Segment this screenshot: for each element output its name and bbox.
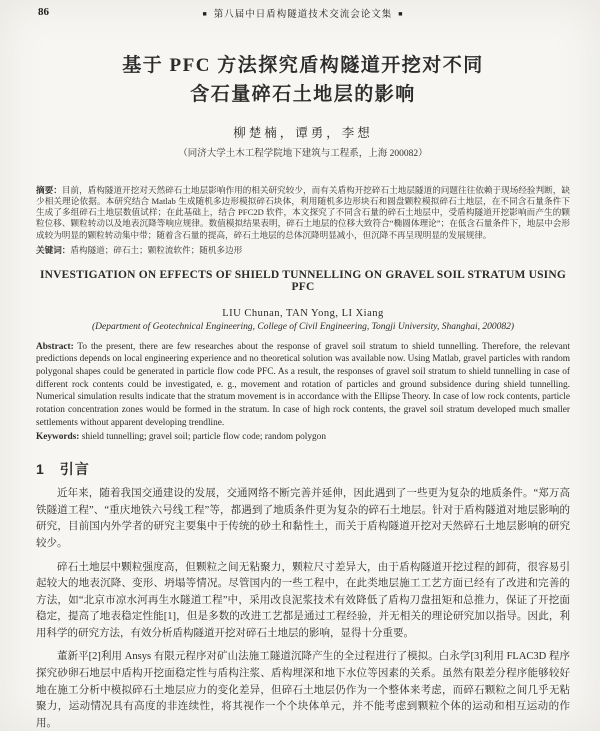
proceedings-title: 第八届中日盾构隧道技术交流会论文集 <box>213 10 393 20</box>
body-paragraph: 碎石土地层中颗粒强度高，但颗粒之间无粘聚力，颗粒尺寸差异大，由于盾构隧道开挖过程的卸荷，很容易引起较大的地表沉降、变形、坍塌等情况。尽管国内的一些工程中，在此类地层施工工艺方面已经有了改进和完善的方法，如“北京市凉水河再生水隧道工程”中，采用改良泥浆技术有效降低了盾构刀盘扭矩和总推力，保证了开挖面稳定，提高了地表稳定性能[1]，但是多数的改进工艺都是通过工程经验，并无相关的理论研究加以指导。因此，利用科学的研究方法，有效分析盾构隧道开挖对碎石土地层的影响，显得十分重要。 <box>36 561 570 639</box>
affiliation-en: (Department of Geotechnical Engineering, College of Civil Engineering, Tongji University, Shanghai, 200082) <box>91 321 515 332</box>
abstract-label-en: Abstract: <box>36 341 74 352</box>
keywords-label-cn: 关键词： <box>36 244 71 255</box>
page-header <box>36 6 570 21</box>
keywords-cn <box>36 244 570 256</box>
section-heading-introduction: 1 引言 <box>36 461 90 478</box>
abstract-en <box>36 341 570 429</box>
header-marker-left-icon: ■ <box>202 10 208 18</box>
paper-title-en: INVESTIGATION ON EFFECTS OF SHIELD TUNNELLING ON GRAVEL SOIL STRATUM USING PFC <box>39 268 567 293</box>
keywords-text-cn: 盾构隧道；碎石土；颗粒流软件；随机多边形 <box>70 244 243 255</box>
abstract-text-cn: 目前，盾构隧道开挖对天然碎石土地层影响作用的相关研究较少，而有关盾构开挖碎石土地层隧道的问题往往依赖于现场经验判断，缺少相关理论依据。本研究结合 Matlab 生成随机多边形模拟碎石块体，利用随机多边形块石和圆盘颗粒模拟碎石土地层，在不同含石量条件下生成了多组碎石土地层数值试样；在此基础上，结合 PFC2D 软件，本文探究了不同含石量的碎石土地层中，受盾构隧道开挖影响而产生的颗粒位移、颗粒转动以及地表沉降等响应规律。数值模拟结果表明，碎石土地层的位移大致符合“椭圆体理论”；在低含石量条件下，地层中会形成较为明显的颗粒转动集中带；随着含石量的提高，碎石土地层的总体沉降明显减小，但沉降不再呈现明显的发展规律。 <box>36 184 570 240</box>
paper-title-cn <box>36 51 570 110</box>
body-paragraph: 近年来，随着我国交通建设的发展，交通网络不断完善并延伸，因此遇到了一些更为复杂的地质条件。“郑万高铁隧道工程”、“重庆地铁六号线工程”等，都遇到了地质条件更为复杂的碎石土地层。针对于盾构隧道对地层影响的研究，目前国内外学者的研究主要集中于传统的砂土和黏性土，而关于盾构隧道开挖对天然碎石土地层影响的研究较少。 <box>36 488 570 549</box>
page-number: 86 <box>38 6 49 18</box>
keywords-en <box>36 432 570 442</box>
keywords-text-en: shield tunnelling; gravel soil; particle flow code; random polygon <box>81 432 326 443</box>
abstract-cn <box>36 185 570 241</box>
body-paragraph: 董新平[2]利用 Ansys 有限元程序对矿山法施工隧道沉降产生的全过程进行了模拟。白永学[3]利用 FLAC3D 程序探究砂卵石地层中盾构开挖面稳定性与盾构注浆、盾构埋深和地下水位等因素的关系。虽然有限差分程序能够较好地在施工分析中模拟碎石土地层应力的变化差异，但碎石土地层仍作为一个整体来考虑，而碎石颗粒之间几乎无粘聚力，运动情况具有高度的非连续性，将其视作一个个块体单元，并不能考虑到颗粒个体的运动和相互运动的作用。 <box>36 651 570 729</box>
keywords-label-en: Keywords: <box>36 432 80 443</box>
authors-cn: 柳楚楠，谭勇，李想 <box>233 125 373 140</box>
paper-title-cn-line1: 基于 PFC 方法探究盾构隧道开挖对不同 <box>122 55 484 76</box>
authors-en: LIU Chunan, TAN Yong, LI Xiang <box>222 307 384 319</box>
affiliation-cn: （同济大学土木工程学院地下建筑与工程系，上海 200082） <box>178 148 428 159</box>
paper-title-cn-line2: 含石量碎石土地层的影响 <box>190 84 416 106</box>
header-marker-right-icon: ■ <box>398 10 404 18</box>
abstract-label-cn: 摘要： <box>36 184 62 195</box>
abstract-text-en: To the present, there are few researches about the response of gravel soil stratum to shield tunnelling. Therefore, the relevant predictions depends on local engineering experience and no theoretical solution was available now. Using Matlab, gravel particles with random polygonal shapes could be generated in particle flow code PFC. As a result, the responses of gravel soil stratum to shield tunnelling in case of different rock contents could be investigated, e. g., movement and rotation of particles and ground subsidence during shield tunnelling. Numerical simulation results indicate that the stratum movement is in accordance with the Ellipse Theory. In case of low rock contents, particle rotation concentration zones would be formed in the stratum. In case of high rock contents, the gravel soil stratum developed much smaller settlements without apparent developing trendline. <box>36 341 570 428</box>
